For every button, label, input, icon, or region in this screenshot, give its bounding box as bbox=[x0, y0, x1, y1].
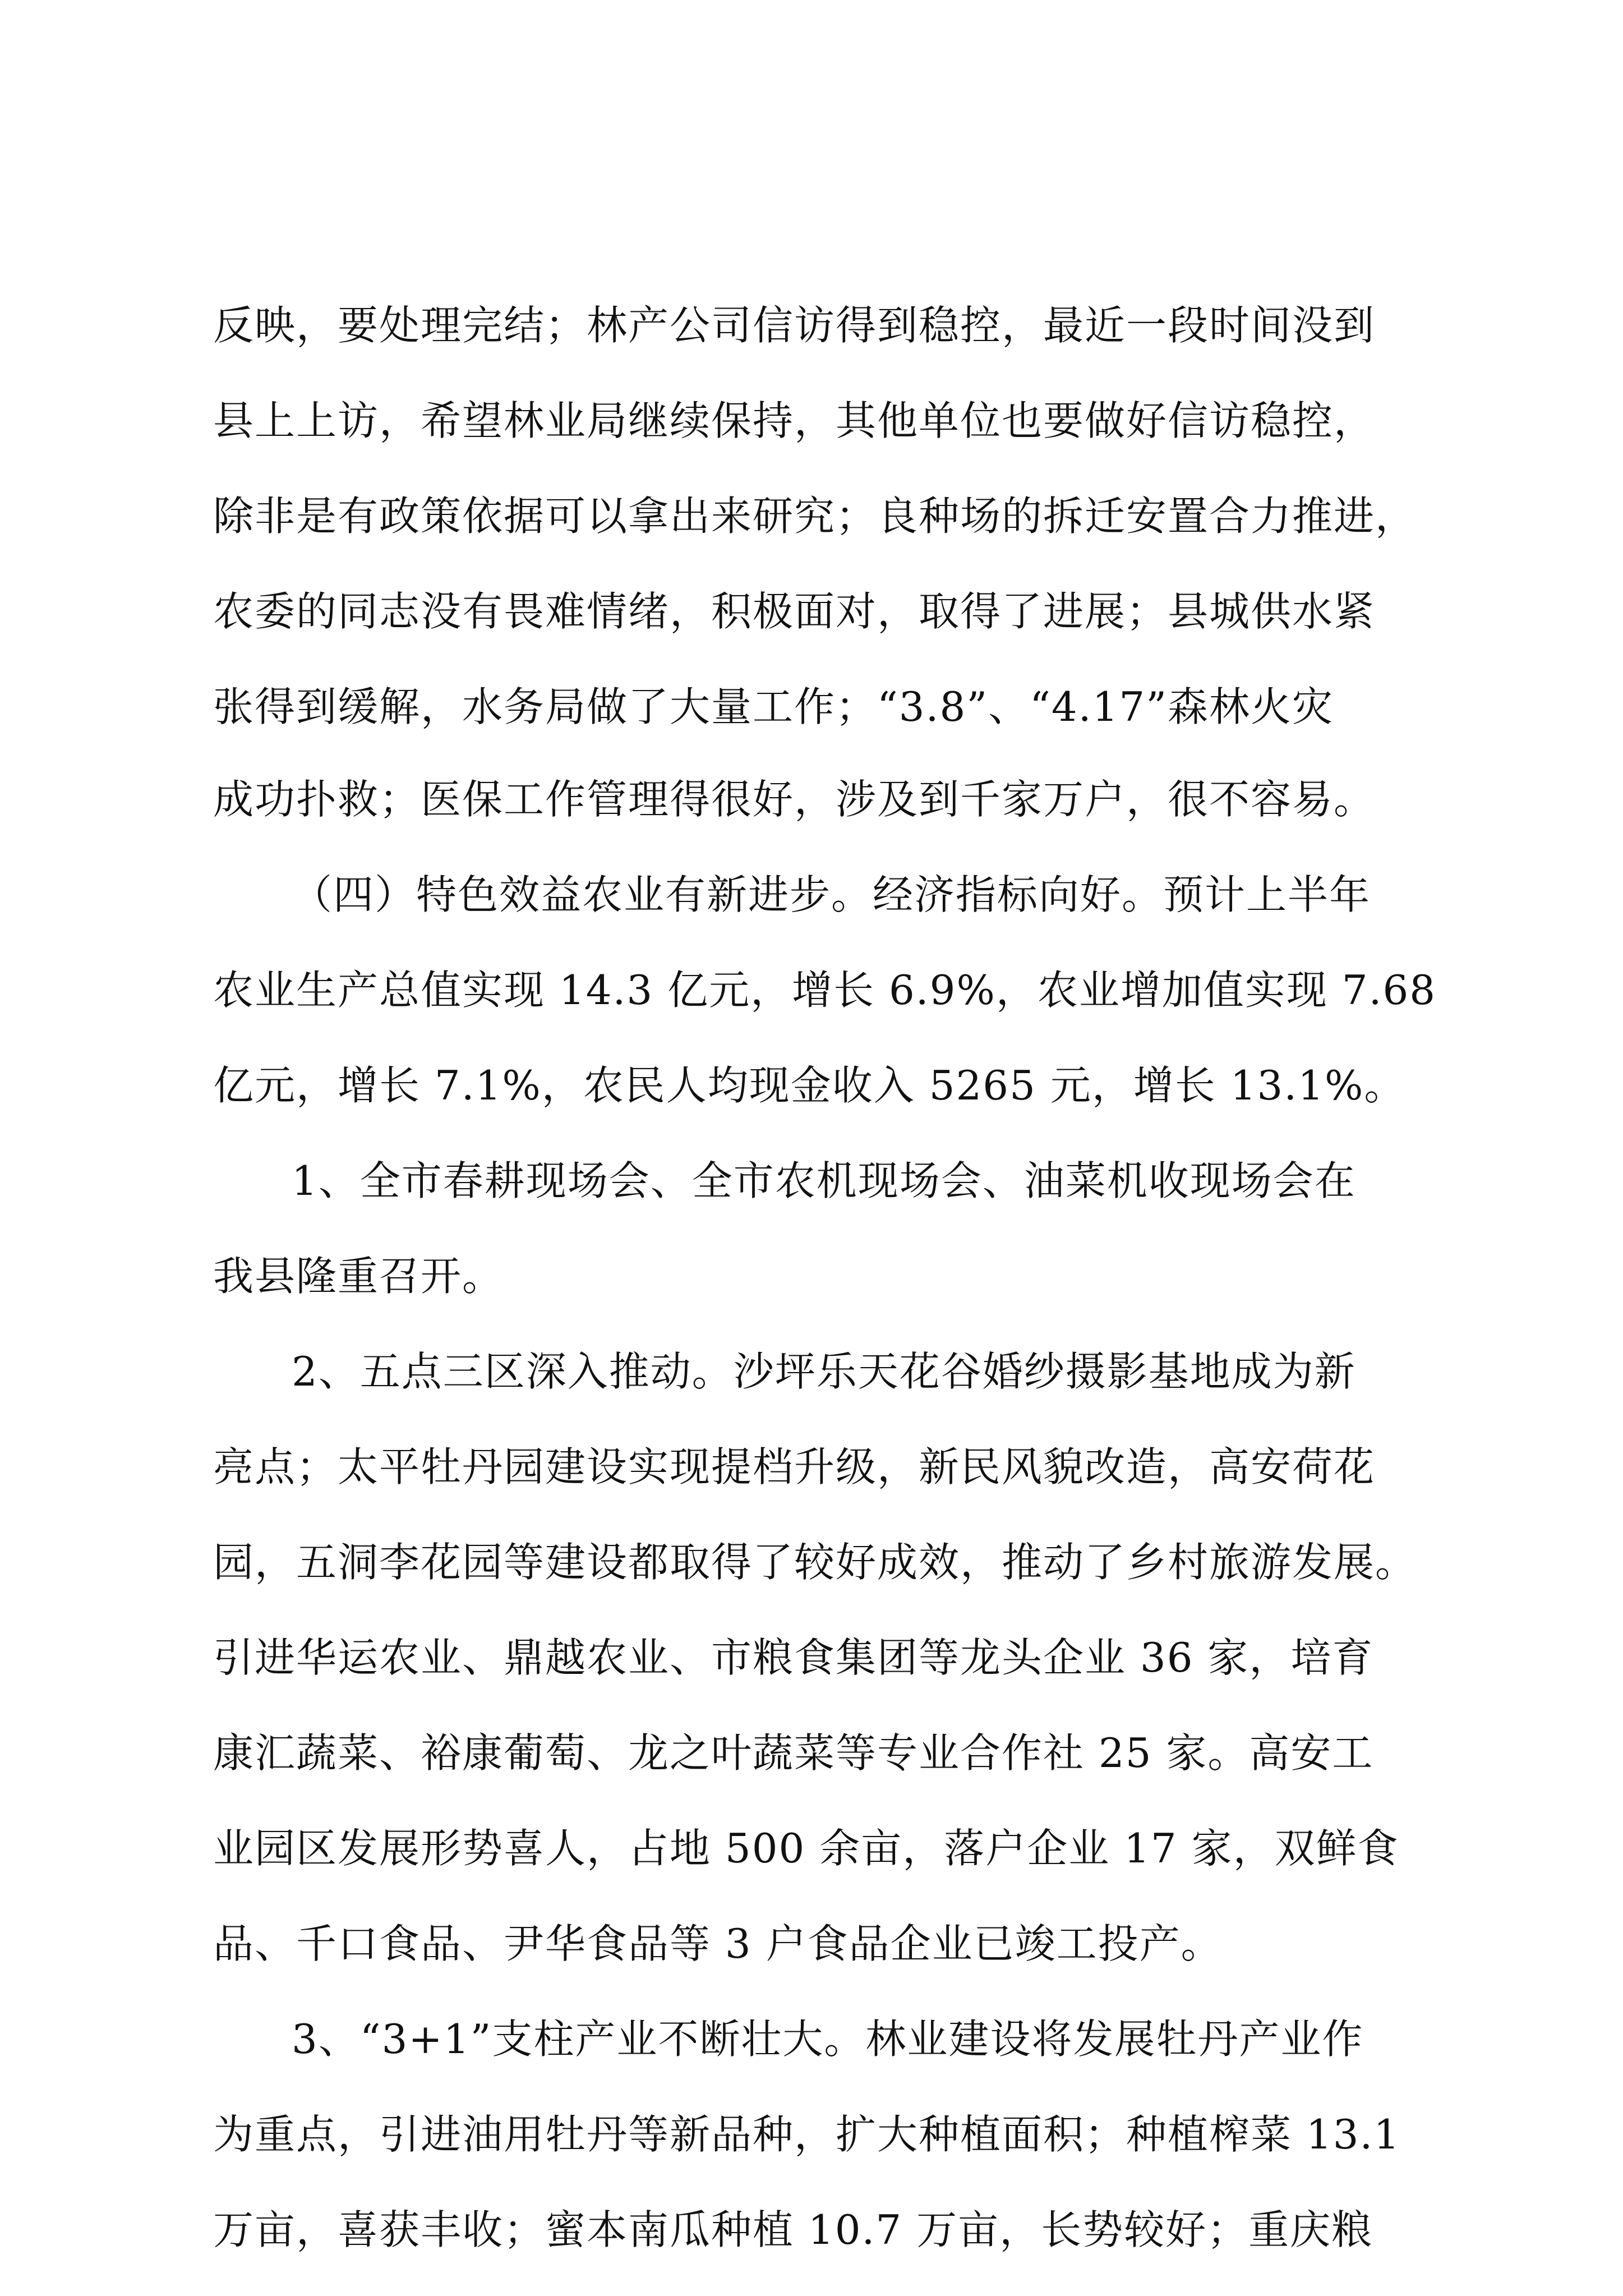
text-line: 业园区发展形势喜人，占地 500 余亩，落户企业 17 家，双鲜食 bbox=[213, 1825, 1399, 1872]
text-line: 县上上访，希望林业局继续保持，其他单位也要做好信访稳控， bbox=[213, 397, 1376, 444]
text-line: 康汇蔬菜、裕康葡萄、龙之叶蔬菜等专业合作社 25 家。高安工 bbox=[213, 1729, 1374, 1777]
text-line: 成功扑救；医保工作管理得很好，涉及到千家万户，很不容易。 bbox=[213, 776, 1376, 823]
text-line: 亮点；太平牡丹园建设实现提档升级，新民风貌改造，高安荷花 bbox=[213, 1443, 1376, 1490]
text-line: 引进华运农业、鼎越农业、市粮食集团等龙头企业 36 家，培育 bbox=[213, 1634, 1374, 1681]
text-line: 除非是有政策依据可以拿出来研究；良种场的拆迁安置合力推进， bbox=[213, 493, 1417, 540]
text-line: 农委的同志没有畏难情绪，积极面对，取得了进展；县城供水紧 bbox=[213, 588, 1376, 635]
text-line: 农业生产总值实现 14.3 亿元，增长 6.9%，农业增加值实现 7.68 bbox=[213, 967, 1437, 1014]
text-line: 我县隆重召开。 bbox=[213, 1253, 504, 1300]
section-heading: （四）特色效益农业有新进步。经济指标向好。预计上半年 bbox=[292, 871, 1371, 918]
list-item-first-line: 2、五点三区深入推动。沙坪乐天花谷婚纱摄影基地成为新 bbox=[292, 1348, 1356, 1395]
text-line: 为重点，引进油用牡丹等新品种，扩大种植面积；种植榨菜 13.1 bbox=[213, 2111, 1401, 2158]
list-item-first-line: 3、“3+1”支柱产业不断壮大。林业建设将发展牡丹产业作 bbox=[292, 2016, 1364, 2063]
text-line: 品、千口食品、尹华食品等 3 户食品企业已竣工投产。 bbox=[213, 1920, 1223, 1967]
text-line: 张得到缓解，水务局做了大量工作；“3.8”、“4.17”森林火灾 bbox=[213, 683, 1334, 730]
text-line: 亿元，增长 7.1%，农民人均现金收入 5265 元，增长 13.1%。 bbox=[213, 1062, 1406, 1109]
text-line: 园，五洞李花园等建设都取得了较好成效，推动了乡村旅游发展。 bbox=[213, 1539, 1417, 1586]
text-line: 万亩，喜获丰收；蜜本南瓜种植 10.7 万亩，长势较好；重庆粮 bbox=[213, 2206, 1373, 2253]
text-line: 反映，要处理完结；林产公司信访得到稳控，最近一段时间没到 bbox=[213, 302, 1376, 349]
list-item-first-line: 1、全市春耕现场会、全市农机现场会、油菜机收现场会在 bbox=[292, 1157, 1356, 1204]
